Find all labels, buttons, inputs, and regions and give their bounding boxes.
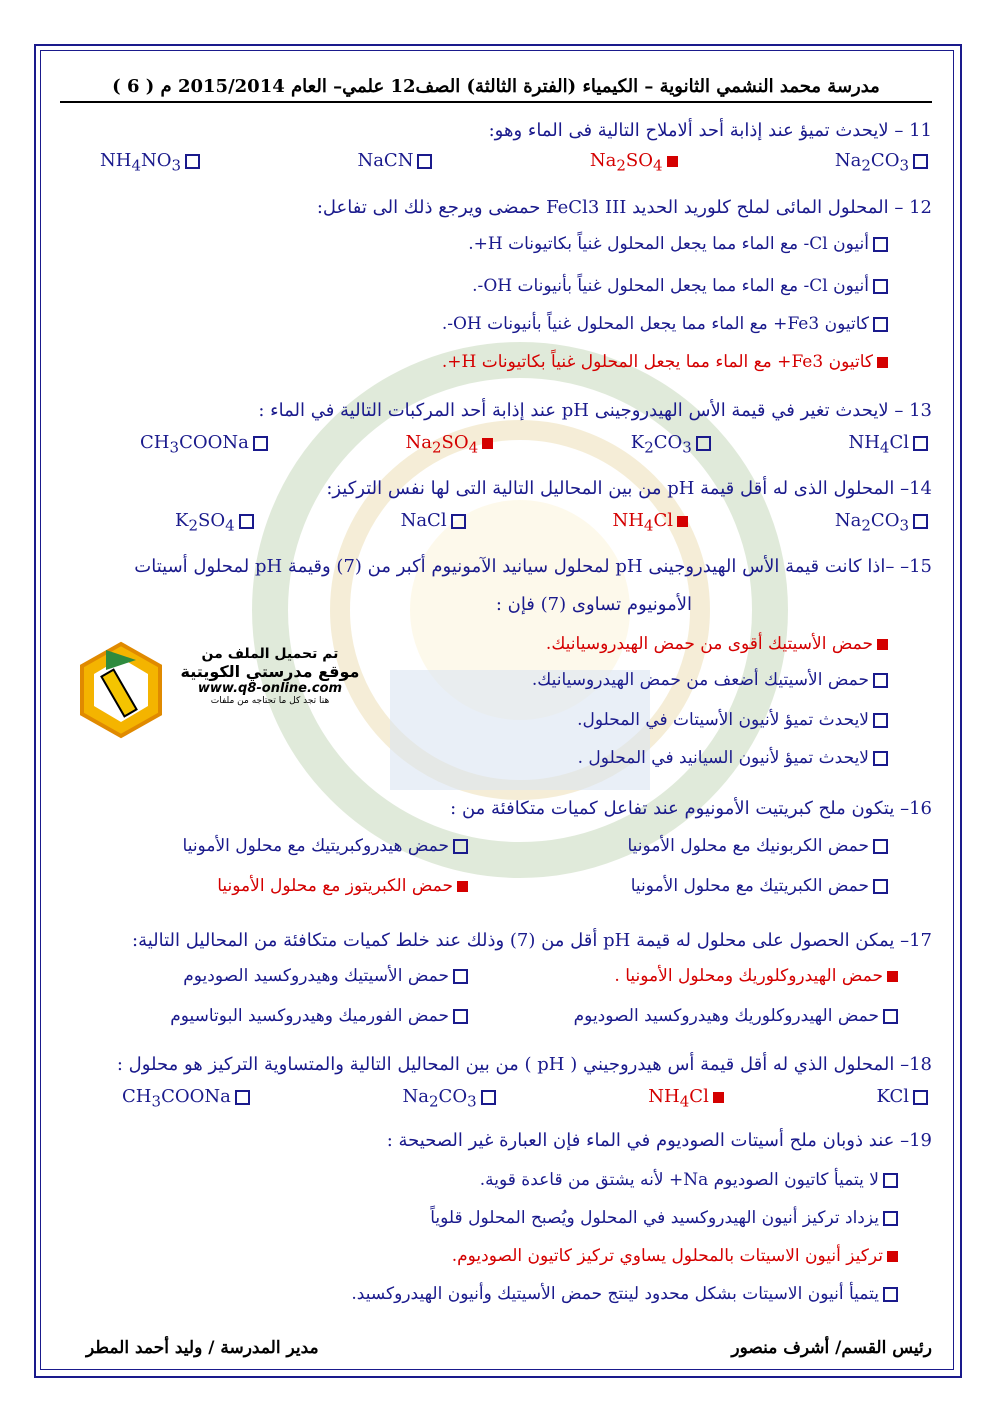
q15-text-line1: 15– –اذا كانت قيمة الأس الهيدروجينى pH لمحلول سيانيد الآمونيوم أكبر من (7) وقيمة pH لمحلول أسيتات xyxy=(134,556,932,577)
q13-choice-4[interactable]: $CH_3COONa$ xyxy=(140,432,272,457)
logo-line1: تم تحميل الملف من xyxy=(201,646,339,662)
q13-choices xyxy=(140,432,932,457)
q11-text: 11 – لايحدث تميؤ عند إذابة أحد ألاملاح التالية فى الماء وهو: xyxy=(488,120,932,141)
q19-option-4[interactable]: يتميأ أنيون الاسيتات بشكل محدود لينتج حمض الأسيتيك وأنيون الهيدروكسيد. xyxy=(351,1284,902,1304)
q18-choice-2[interactable]: $NH_4Cl$ xyxy=(648,1086,728,1111)
q14-text: 14– المحلول الذى له أقل قيمة pH من بين المحاليل التالية التى لها نفس التركيز: xyxy=(326,478,932,499)
q13-text: 13 – لايحدث تغير في قيمة الأس الهيدروجينى pH عند إذابة أحد المركبات التالية في الماء : xyxy=(258,400,932,421)
q17-text: 17– يمكن الحصول على محلول له قيمة pH أقل من (7) وذلك عند خلط كميات متكافئة من المحاليل التالية: xyxy=(132,930,932,951)
q14-choices xyxy=(175,510,932,535)
footer-principal: مدير المدرسة / وليد أحمد المطر xyxy=(86,1338,319,1358)
q11-choices xyxy=(100,150,932,175)
q16-text: 16– يتكون ملح كبريتيت الأمونيوم عند تفاعل كميات متكافئة من : xyxy=(450,798,932,819)
q11-choice-4[interactable]: $NH_4NO_3$ xyxy=(100,150,204,175)
q13-choice-2[interactable]: $K_2CO_3$ xyxy=(631,432,715,457)
q12-option-1[interactable]: أنيون Cl- مع الماء مما يجعل المحلول غنياً بكاتيونات H+. xyxy=(468,234,892,254)
q17-option-3[interactable]: حمض الهيدروكلوريك وهيدروكسيد الصوديوم xyxy=(574,1006,902,1026)
q19-option-2[interactable]: يزداد تركيز أنيون الهيدروكسيد في المحلول ويُصبح المحلول قلوياً xyxy=(430,1208,902,1228)
q16-option-1[interactable]: حمض الكربونيك مع محلول الأمونيا xyxy=(628,836,893,856)
q13-choice-3[interactable]: $Na_2SO_4$ xyxy=(405,432,497,457)
q18-choice-3[interactable]: $Na_2CO_3$ xyxy=(403,1086,500,1111)
logo-url[interactable]: www.q8-online.com xyxy=(197,681,343,696)
q15-text-line2: الأمونيوم تساوى (7) فإن : xyxy=(495,594,692,615)
q11-choice-3[interactable]: NaCN xyxy=(357,150,436,175)
site-logo-text xyxy=(170,646,370,706)
q15-option-1[interactable]: حمض الأسيتيك أقوى من حمض الهيدروسيانيك. xyxy=(546,634,892,654)
q13-choice-1[interactable]: $NH_4Cl$ xyxy=(848,432,932,457)
q19-option-3[interactable]: تركيز أنيون الاسيتات بالمحلول يساوي تركيز كاتيون الصوديوم. xyxy=(452,1246,902,1266)
q17-option-1[interactable]: حمض الهيدروكلوريك ومحلول الأمونيا . xyxy=(614,966,902,986)
q18-choices xyxy=(122,1086,932,1111)
q14-choice-4[interactable]: $K_2SO_4$ xyxy=(175,510,258,535)
q17-option-2[interactable]: حمض الأسيتيك وهيدروكسيد الصوديوم xyxy=(183,966,472,986)
q14-choice-1[interactable]: $Na_2CO_3$ xyxy=(835,510,932,535)
page-header: مدرسة محمد النشمي الثانوية – الكيمياء (الفترة الثالثة) الصف12 علمي– العام 2015/2014 م ( 6 ) xyxy=(60,76,932,103)
logo-tagline: هنا تجد كل ما تحتاجه من ملفات xyxy=(210,696,330,706)
q19-option-1[interactable]: لا يتميأ كاتيون الصوديوم Na+ لأنه يشتق من قاعدة قوية. xyxy=(480,1170,902,1190)
q18-text: 18– المحلول الذي له أقل قيمة أس هيدروجيني ( pH ) من بين المحاليل التالية والمتساوية التركيز هو محلول : xyxy=(116,1054,932,1075)
q14-choice-3[interactable]: NaCl xyxy=(401,510,470,535)
q12-option-3[interactable]: كاتيون Fe3+ مع الماء مما يجعل المحلول غنياً بأنيونات OH-. xyxy=(442,314,892,334)
q16-option-4[interactable]: حمض الكبريتوز مع محلول الأمونيا xyxy=(217,876,472,896)
q15-option-3[interactable]: لايحدث تميؤ لأنيون الأسيتات في المحلول. xyxy=(577,710,892,730)
q15-option-4[interactable]: لايحدث تميؤ لأنيون السيانيد في المحلول . xyxy=(578,748,892,768)
q14-choice-2[interactable]: $NH_4Cl$ xyxy=(612,510,692,535)
footer-head-of-department: رئيس القسم/ أشرف منصور xyxy=(731,1338,932,1358)
site-logo-icon xyxy=(76,640,166,740)
q11-choice-2[interactable]: $Na_2SO_4$ xyxy=(590,150,682,175)
q16-option-2[interactable]: حمض هيدروكبريتيك مع محلول الأمونيا xyxy=(183,836,472,856)
q18-choice-1[interactable]: KCl xyxy=(877,1086,933,1111)
q12-option-4[interactable]: كاتيون Fe3+ مع الماء مما يجعل المحلول غنياً بكاتيونات H+. xyxy=(442,352,892,372)
q11-choice-1[interactable]: $Na_2CO_3$ xyxy=(835,150,932,175)
q15-option-2[interactable]: حمض الأسيتيك أضعف من حمض الهيدروسيانيك. xyxy=(532,670,892,690)
q16-option-3[interactable]: حمض الكبريتيك مع محلول الأمونيا xyxy=(631,876,892,896)
q12-option-2[interactable]: أنيون Cl- مع الماء مما يجعل المحلول غنياً بأنيونات OH-. xyxy=(472,276,892,296)
q12-text: 12 – المحلول المائى لملح كلوريد الحديد FeCl3 III حمضى ويرجع ذلك الى تفاعل: xyxy=(316,197,932,218)
q19-text: 19– عند ذوبان ملح أسيتات الصوديوم في الماء فإن العبارة غير الصحيحة : xyxy=(386,1130,932,1151)
q18-choice-4[interactable]: $CH_3COONa$ xyxy=(122,1086,254,1111)
logo-line2: موقع مدرستي الكويتية xyxy=(180,662,360,681)
q17-option-4[interactable]: حمض الفورميك وهيدروكسيد البوتاسيوم xyxy=(170,1006,472,1026)
